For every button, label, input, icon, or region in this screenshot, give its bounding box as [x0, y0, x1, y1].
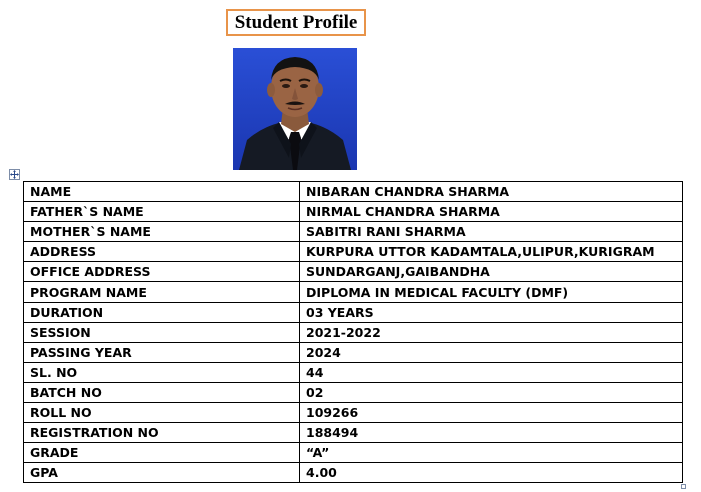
portrait-image	[233, 48, 357, 170]
field-label: ADDRESS	[24, 242, 300, 262]
field-value: 2024	[300, 342, 683, 362]
field-value: DIPLOMA IN MEDICAL FACULTY (DMF)	[300, 282, 683, 302]
field-value: 2021-2022	[300, 322, 683, 342]
table-row	[24, 182, 683, 202]
field-value: 03 YEARS	[300, 302, 683, 322]
field-value: 44	[300, 362, 683, 382]
table-row	[24, 302, 683, 322]
field-label: PASSING YEAR	[24, 342, 300, 362]
field-value: 109266	[300, 403, 683, 423]
table-resize-handle[interactable]	[681, 484, 686, 489]
field-value: 4.00	[300, 463, 683, 483]
table-row	[24, 362, 683, 382]
field-value: SUNDARGANJ,GAIBANDHA	[300, 262, 683, 282]
table-row	[24, 423, 683, 443]
table-row	[24, 382, 683, 402]
student-photo	[233, 48, 357, 170]
field-value: 02	[300, 382, 683, 402]
move-arrows-icon	[10, 170, 19, 179]
table-row	[24, 242, 683, 262]
field-label: BATCH NO	[24, 382, 300, 402]
field-label: FATHER`S NAME	[24, 202, 300, 222]
field-label: OFFICE ADDRESS	[24, 262, 300, 282]
field-label: SESSION	[24, 322, 300, 342]
field-value: NIRMAL CHANDRA SHARMA	[300, 202, 683, 222]
table-row	[24, 222, 683, 242]
field-value: “A”	[300, 443, 683, 463]
field-label: PROGRAM NAME	[24, 282, 300, 302]
field-label: MOTHER`S NAME	[24, 222, 300, 242]
table-row	[24, 282, 683, 302]
table-row	[24, 322, 683, 342]
table-row	[24, 443, 683, 463]
field-label: GPA	[24, 463, 300, 483]
field-label: SL. NO	[24, 362, 300, 382]
table-row	[24, 342, 683, 362]
field-value: 188494	[300, 423, 683, 443]
table-row	[24, 403, 683, 423]
field-label: ROLL NO	[24, 403, 300, 423]
field-value: NIBARAN CHANDRA SHARMA	[300, 182, 683, 202]
table-row	[24, 262, 683, 282]
field-value: SABITRI RANI SHARMA	[300, 222, 683, 242]
field-label: DURATION	[24, 302, 300, 322]
profile-table	[23, 181, 683, 483]
field-label: NAME	[24, 182, 300, 202]
table-row	[24, 202, 683, 222]
page-title: Student Profile	[226, 9, 366, 36]
field-label: REGISTRATION NO	[24, 423, 300, 443]
table-row	[24, 463, 683, 483]
field-value: KURPURA UTTOR KADAMTALA,ULIPUR,KURIGRAM	[300, 242, 683, 262]
table-move-handle[interactable]	[9, 169, 20, 180]
field-label: GRADE	[24, 443, 300, 463]
